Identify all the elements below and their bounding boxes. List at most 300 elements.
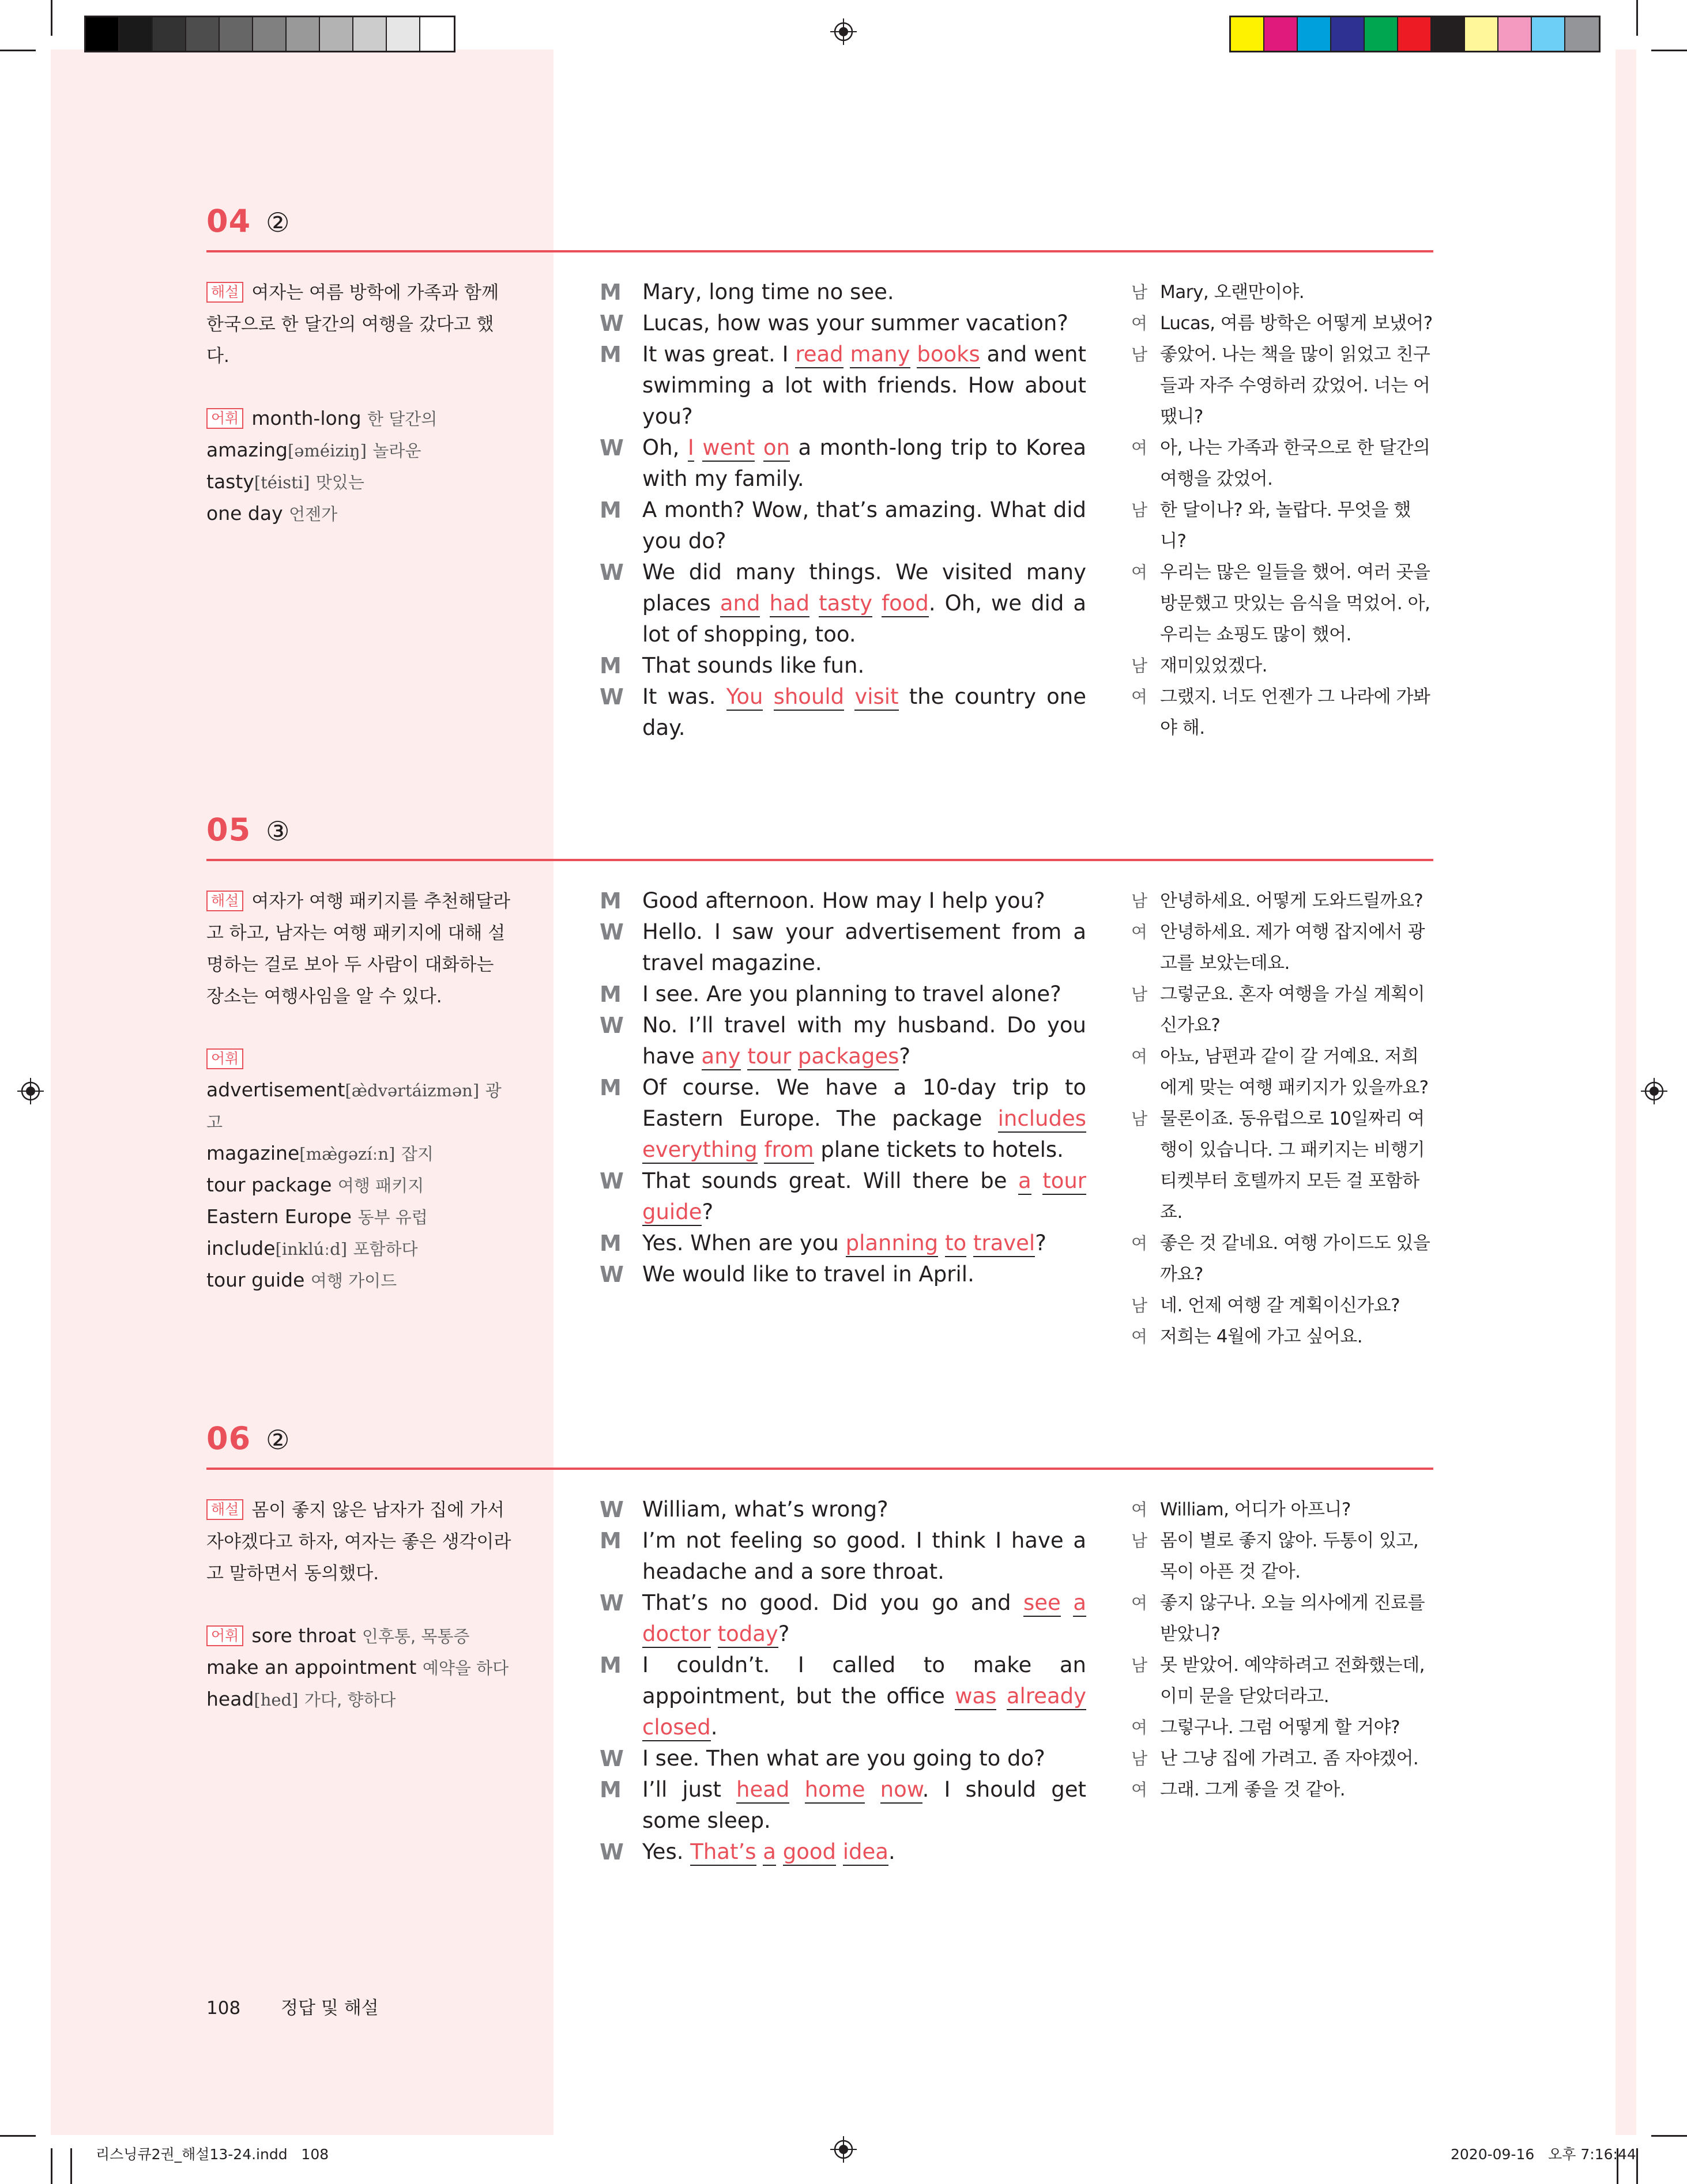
color-swatch — [220, 17, 253, 51]
vocab-tag: 어휘 — [206, 1625, 243, 1646]
dialogue-fragment: I see. Then what are you going to do? — [642, 1746, 1045, 1771]
explanation-text: 여자는 여름 방학에 가족과 함께 한국으로 한 달간의 여행을 갔다고 했다. — [206, 282, 499, 367]
speaker-label: W — [600, 1746, 624, 1771]
explanation-tag: 해설 — [206, 1499, 243, 1520]
blank-answer: packages — [798, 1044, 899, 1070]
dialogue-text — [642, 979, 1086, 1010]
speaker-label: M — [600, 982, 622, 1007]
vocab-pronunciation: [ӕ̀dvərtáizmən] — [345, 1081, 480, 1100]
translation-text: 우리는 많은 일들을 했어. 여러 곳을 방문했고 맛있는 음식을 먹었어. 아, 우리는 쇼핑도 많이 했어. — [1160, 562, 1430, 645]
registration-mark-icon — [830, 18, 857, 45]
speaker-label: W — [600, 1839, 624, 1865]
crop-mark — [1636, 0, 1638, 36]
dialogue-fragment: the country one day. — [642, 684, 1087, 740]
vocab-entry — [206, 1684, 512, 1715]
blank-answer: I — [688, 435, 694, 462]
dialogue-fragment — [694, 435, 703, 460]
translation-text: 그랬지. 너도 언젠가 그 나라에 가봐야 해. — [1160, 686, 1430, 738]
spacer — [206, 1012, 512, 1043]
speaker-label: 여 — [1131, 1047, 1147, 1066]
translation-text: 한 달이나? 와, 놀랍다. 무엇을 했니? — [1160, 500, 1411, 552]
dialogue-fragment: . — [710, 1715, 718, 1740]
dialogue-text — [642, 557, 1086, 650]
vocab-entry — [206, 403, 512, 435]
color-swatch — [1498, 17, 1532, 51]
translation-line — [1131, 1228, 1433, 1290]
question-number: 05 — [206, 812, 251, 848]
vocab-gloss: 포함하다 — [353, 1239, 418, 1259]
color-swatch — [1398, 17, 1432, 51]
translation-line — [1131, 557, 1433, 650]
color-swatch — [1432, 17, 1465, 51]
speaker-label: M — [600, 888, 622, 914]
vocab-word: magazine — [206, 1142, 300, 1164]
color-swatch — [86, 17, 119, 51]
translation-text: William, 어디가 아프니? — [1160, 1499, 1351, 1520]
color-swatch — [420, 17, 454, 51]
dialogue-fragment: It was great. I — [642, 342, 796, 367]
vocab-entry — [206, 1170, 512, 1201]
dialogue-text — [642, 495, 1086, 557]
dialogue-column — [600, 885, 1086, 1290]
blank-answer: head — [736, 1777, 789, 1804]
speaker-label: 남 — [1131, 1655, 1147, 1675]
translation-text: Lucas, 여름 방학은 어떻게 보냈어? — [1160, 313, 1433, 334]
dialogue-fragment: ? — [899, 1044, 911, 1069]
speaker-label: M — [600, 1653, 622, 1678]
dialogue-fragment — [843, 342, 850, 367]
dialogue-fragment: I’ll just — [642, 1777, 737, 1802]
section-divider — [206, 250, 1433, 252]
color-swatch — [1231, 17, 1264, 51]
dialogue-fragment — [760, 591, 769, 616]
dialogue-text — [642, 1165, 1086, 1228]
vocab-word: head — [206, 1688, 254, 1710]
translation-line — [1131, 1743, 1433, 1774]
blank-answer: books — [917, 342, 980, 368]
explanation — [206, 1494, 512, 1589]
translation-text: 좋지 않구나. 오늘 의사에게 진료를 받았니? — [1160, 1593, 1425, 1644]
translation-text: Mary, 오랜만이야. — [1160, 282, 1305, 303]
footer-section-title: 정답 및 해설 — [281, 1998, 379, 2019]
vocab-gloss: 인후통, 목통증 — [362, 1627, 470, 1646]
crop-mark — [51, 2148, 52, 2184]
translation-line — [1131, 1525, 1433, 1587]
translation-line — [1131, 1650, 1433, 1712]
vocab-entry — [206, 1652, 512, 1684]
translation-text: 그래. 그게 좋을 것 같아. — [1160, 1779, 1346, 1800]
vocab-pronunciation: [əméiziŋ] — [287, 441, 367, 461]
translation-line — [1131, 650, 1433, 681]
speaker-label: 남 — [1131, 500, 1147, 520]
color-swatch — [253, 17, 287, 51]
vocab-entry — [206, 1265, 512, 1296]
vocab-entry — [206, 435, 512, 466]
blank-answer: good — [783, 1839, 836, 1866]
speaker-label: 남 — [1131, 1531, 1147, 1551]
dialogue-fragment: I see. Are you planning to travel alone? — [642, 982, 1061, 1006]
dialogue-fragment — [755, 435, 763, 460]
translation-line — [1131, 1290, 1433, 1321]
dialogue-text — [642, 277, 1086, 308]
dialogue-fragment: plane tickets to hotels. — [814, 1137, 1064, 1162]
vocab-word: month-long — [251, 407, 362, 429]
speaker-label: W — [600, 1497, 624, 1522]
blank-answer: food — [882, 591, 929, 617]
explanation-text: 몸이 좋지 않은 남자가 집에 가서 자야겠다고 하자, 여자는 좋은 생각이라고 말하면서 동의했다. — [206, 1500, 511, 1584]
blank-answer: tour — [1042, 1168, 1086, 1195]
dialogue-fragment: Yes. When are you — [642, 1231, 846, 1255]
translation-column — [1131, 885, 1433, 1352]
speaker-label: W — [600, 684, 624, 710]
color-swatch — [153, 17, 186, 51]
blank-answer: a — [1073, 1590, 1086, 1617]
blank-answer: everything — [642, 1137, 758, 1164]
section-divider — [206, 859, 1433, 861]
translation-line — [1131, 432, 1433, 495]
vocab-gloss: 가다, 향하다 — [304, 1690, 396, 1710]
speaker-label: M — [600, 1231, 622, 1256]
translation-text: 물론이죠. 동유럽으로 10일짜리 여행이 있습니다. 그 패키지는 비행기 티켓부터 호텔까지 모든 걸 포함하죠. — [1160, 1108, 1425, 1223]
dialogue-text — [642, 1650, 1086, 1743]
vocab-tag: 어휘 — [206, 408, 243, 429]
dialogue-text — [642, 339, 1086, 432]
vocab-entry — [206, 498, 512, 530]
dialogue-fragment — [776, 1839, 783, 1864]
print-slug-filename: 리스닝큐2권_해설13-24.indd 108 — [96, 2146, 329, 2163]
speaker-label: M — [600, 497, 622, 523]
blank-answer: a — [763, 1839, 776, 1866]
speaker-label: 남 — [1131, 1749, 1147, 1768]
vocab-word: tasty — [206, 470, 254, 493]
dialogue-fragment — [966, 1231, 973, 1255]
registration-mark-icon — [17, 1078, 44, 1104]
spacer — [206, 1589, 512, 1620]
answer-mark: ③ — [266, 816, 290, 847]
dialogue-line — [600, 1525, 1086, 1587]
blank-answer: idea — [843, 1839, 888, 1866]
dialogue-fragment — [844, 684, 854, 709]
crop-mark — [51, 0, 52, 36]
blank-answer: now — [880, 1777, 922, 1804]
dialogue-text — [642, 432, 1086, 495]
dialogue-column — [600, 277, 1086, 744]
explanation-column — [206, 1494, 512, 1715]
blank-answer: a — [1018, 1168, 1031, 1195]
translation-text: 그렇구나. 그럼 어떻게 할 거야? — [1160, 1717, 1400, 1738]
vocab-gloss: 여행 가이드 — [310, 1271, 397, 1291]
dialogue-line — [600, 1494, 1086, 1525]
vocab-word: make an appointment — [206, 1656, 417, 1678]
color-swatch — [1331, 17, 1365, 51]
vocab-gloss: 맛있는 — [315, 473, 364, 492]
dialogue-fragment: and went swimming a lot with friends. How about you? — [642, 342, 1087, 429]
crop-mark — [0, 50, 36, 51]
dialogue-fragment: . — [888, 1839, 895, 1864]
translation-line — [1131, 1103, 1433, 1228]
dialogue-fragment: Hello. I saw your advertisement from a travel magazine. — [642, 919, 1086, 975]
translation-line — [1131, 1712, 1433, 1743]
blank-answer: already — [1007, 1684, 1086, 1710]
blank-answer: was — [955, 1684, 996, 1710]
blank-answer: read — [795, 342, 843, 368]
dialogue-fragment — [758, 1137, 765, 1162]
vocab-gloss: 광고 — [206, 1081, 502, 1132]
dialogue-fragment: I couldn’t. I called to make an appointment, but the office — [642, 1653, 1086, 1708]
dialogue-line — [600, 1072, 1086, 1165]
translation-text: 네. 언제 여행 갈 계획이신가요? — [1160, 1295, 1400, 1316]
dialogue-fragment — [865, 1777, 880, 1802]
dialogue-line — [600, 979, 1086, 1010]
translation-line — [1131, 339, 1433, 432]
blank-answer: closed — [642, 1715, 711, 1741]
dialogue-text — [642, 1010, 1086, 1072]
translation-text: 난 그냥 집에 가려고. 좀 자야겠어. — [1160, 1748, 1419, 1769]
dialogue-fragment: Good afternoon. How may I help you? — [642, 888, 1045, 913]
vocab-word: Eastern Europe — [206, 1205, 352, 1228]
speaker-label: 남 — [1131, 1296, 1147, 1315]
blank-answer: guide — [642, 1199, 702, 1226]
dialogue-line — [600, 432, 1086, 495]
vocab-word: amazing — [206, 439, 288, 461]
dialogue-text — [642, 916, 1086, 979]
speaker-label: W — [600, 1013, 624, 1038]
vocab-pronunciation: [hed] — [254, 1690, 299, 1710]
translation-text: 좋은 것 같네요. 여행 가이드도 있을까요? — [1160, 1233, 1430, 1285]
blank-answer: planning — [846, 1231, 939, 1257]
vocab-word: sore throat — [251, 1624, 356, 1647]
blank-answer: tasty — [819, 591, 872, 617]
speaker-label: 남 — [1131, 282, 1147, 302]
color-swatch — [1532, 17, 1565, 51]
translation-text: 안녕하세요. 어떻게 도와드릴까요? — [1160, 891, 1424, 911]
vocab-word: advertisement — [206, 1078, 345, 1101]
vocab-gloss: 잡지 — [401, 1144, 434, 1164]
color-swatch — [353, 17, 387, 51]
vocab-pronunciation: [mӕ̀gəzíːn] — [299, 1144, 396, 1164]
blank-answer: today — [718, 1621, 778, 1648]
registration-mark-icon — [830, 2136, 857, 2163]
dialogue-line — [600, 557, 1086, 650]
blank-answer: from — [764, 1137, 814, 1164]
translation-text: 몸이 별로 좋지 않아. 두통이 있고, 목이 아픈 것 같아. — [1160, 1530, 1419, 1582]
answer-mark: ② — [266, 1424, 290, 1455]
process-color-bar — [1229, 16, 1601, 52]
section-header — [206, 1420, 289, 1457]
dialogue-fragment: That sounds great. Will there be — [642, 1168, 1019, 1193]
page-footer — [206, 1993, 379, 2019]
translation-line — [1131, 916, 1433, 979]
dialogue-fragment: a month-long trip to Korea with my family. — [642, 435, 1087, 491]
translation-line — [1131, 1494, 1433, 1525]
speaker-label: 여 — [1131, 687, 1147, 707]
dialogue-fragment: We would like to travel in April. — [642, 1262, 974, 1287]
section-header — [206, 812, 289, 848]
dialogue-line — [600, 1010, 1086, 1072]
explanation-tag: 해설 — [206, 891, 243, 911]
speaker-label: 남 — [1131, 345, 1147, 364]
translation-text: 아뇨, 남편과 같이 갈 거예요. 저희에게 맞는 여행 패키지가 있을까요? — [1160, 1046, 1429, 1098]
speaker-label: 남 — [1131, 1109, 1147, 1129]
dialogue-text — [642, 1774, 1086, 1836]
dialogue-fragment — [791, 1044, 798, 1069]
vocab-entry — [206, 1201, 512, 1233]
dialogue-fragment: Of course. We have a 10-day trip to Eastern Europe. The package — [642, 1075, 1086, 1131]
speaker-label: 여 — [1131, 314, 1147, 333]
vocab-gloss: 동부 유럽 — [357, 1208, 428, 1227]
translation-line — [1131, 308, 1433, 339]
color-swatch — [1264, 17, 1298, 51]
blank-answer: to — [945, 1231, 966, 1257]
explanation — [206, 885, 512, 1012]
dialogue-fragment: ? — [702, 1199, 714, 1224]
dialogue-line — [600, 681, 1086, 744]
translation-text: 못 받았어. 예약하려고 전화했는데, 이미 문을 닫았더라고. — [1160, 1655, 1425, 1707]
explanation-tag: 해설 — [206, 282, 243, 303]
vocab-pronunciation: [téisti] — [254, 473, 310, 492]
speaker-label: W — [600, 435, 624, 461]
speaker-label: M — [600, 653, 622, 678]
answer-mark: ② — [266, 207, 290, 238]
dialogue-fragment: That’s no good. Did you go and — [642, 1590, 1023, 1615]
translation-text: 저희는 4월에 가고 싶어요. — [1160, 1326, 1363, 1347]
dialogue-fragment — [711, 1621, 718, 1646]
dialogue-fragment — [789, 1777, 804, 1802]
dialogue-fragment: It was. — [642, 684, 726, 709]
translation-line — [1131, 277, 1433, 308]
dialogue-fragment — [809, 591, 819, 616]
dialogue-line — [600, 650, 1086, 681]
dialogue-text — [642, 885, 1086, 916]
dialogue-line — [600, 277, 1086, 308]
blank-answer: travel — [973, 1231, 1035, 1257]
translation-column — [1131, 1494, 1433, 1805]
dialogue-fragment: William, what’s wrong? — [642, 1497, 888, 1522]
dialogue-text — [642, 1228, 1086, 1259]
translation-line — [1131, 1321, 1433, 1352]
dialogue-line — [600, 1774, 1086, 1836]
vocab-word: tour package — [206, 1174, 332, 1196]
vocab-gloss: 한 달간의 — [367, 409, 438, 429]
grayscale-color-bar — [84, 16, 455, 52]
translation-column — [1131, 277, 1433, 744]
dialogue-text — [642, 1072, 1086, 1165]
dialogue-line — [600, 1165, 1086, 1228]
question-number: 04 — [206, 203, 251, 239]
dialogue-fragment — [741, 1044, 748, 1069]
speaker-label: W — [600, 1168, 624, 1194]
blank-answer: That’s — [690, 1839, 756, 1866]
translation-line — [1131, 495, 1433, 557]
dialogue-text — [642, 1259, 1086, 1290]
dialogue-fragment — [872, 591, 882, 616]
speaker-label: M — [600, 342, 622, 367]
vocab-entry — [206, 1138, 512, 1170]
dialogue-text — [642, 650, 1086, 681]
speaker-label: W — [600, 919, 624, 945]
speaker-label: 여 — [1131, 1780, 1147, 1800]
blank-answer: should — [774, 684, 845, 711]
dialogue-line — [600, 1587, 1086, 1650]
speaker-label: W — [600, 1590, 624, 1616]
dialogue-line — [600, 1743, 1086, 1774]
crop-mark — [1651, 2135, 1687, 2137]
question-number: 06 — [206, 1420, 251, 1457]
translation-line — [1131, 1041, 1433, 1103]
dialogue-text — [642, 1587, 1086, 1650]
dialogue-fragment — [996, 1684, 1006, 1708]
speaker-label: M — [600, 1777, 622, 1802]
vocab-entry — [206, 1620, 512, 1652]
explanation — [206, 277, 512, 372]
speaker-label: 여 — [1131, 563, 1147, 582]
color-swatch — [1465, 17, 1498, 51]
dialogue-fragment: Yes. — [642, 1839, 691, 1864]
dialogue-fragment: That sounds like fun. — [642, 653, 865, 678]
vocab-gloss: 언젠가 — [289, 504, 338, 524]
blank-answer: tour — [747, 1044, 791, 1070]
dialogue-fragment: Mary, long time no see. — [642, 280, 894, 304]
speaker-label: 여 — [1131, 1500, 1147, 1519]
dialogue-text — [642, 1743, 1086, 1774]
blank-answer: many — [850, 342, 910, 368]
blank-answer: went — [702, 435, 755, 462]
color-swatch — [186, 17, 220, 51]
dialogue-fragment: Lucas, how was your summer vacation? — [642, 311, 1068, 335]
dialogue-fragment: . Oh, we did a lot of shopping, too. — [642, 591, 1087, 647]
speaker-label: 여 — [1131, 1234, 1147, 1253]
vocab-entry — [206, 466, 512, 498]
dialogue-line — [600, 1259, 1086, 1290]
crop-mark — [1636, 2148, 1638, 2184]
crop-mark — [70, 2148, 72, 2184]
dialogue-fragment: I’m not feeling so good. I think I have a headache and a sore throat. — [642, 1528, 1086, 1584]
blank-answer: includes — [998, 1106, 1086, 1133]
dialogue-fragment: ? — [778, 1621, 790, 1646]
speaker-label: M — [600, 280, 622, 305]
blank-answer: You — [726, 684, 763, 711]
color-swatch — [1298, 17, 1331, 51]
translation-line — [1131, 1587, 1433, 1650]
dialogue-fragment — [938, 1231, 945, 1255]
vocab-tag: 어휘 — [206, 1048, 243, 1069]
print-slug-date: 2020-09-16 오후 7:16:44 — [1451, 2146, 1636, 2163]
dialogue-fragment: ? — [1035, 1231, 1046, 1255]
explanation-column — [206, 277, 512, 530]
speaker-label: W — [600, 311, 624, 336]
dialogue-fragment: Oh, — [642, 435, 688, 460]
dialogue-fragment — [1061, 1590, 1074, 1615]
dialogue-text — [642, 1494, 1086, 1525]
translation-line — [1131, 681, 1433, 744]
dialogue-fragment — [836, 1839, 843, 1864]
speaker-label: 남 — [1131, 891, 1147, 911]
color-swatch — [287, 17, 320, 51]
dialogue-fragment — [1031, 1168, 1042, 1193]
dialogue-column — [600, 1494, 1086, 1868]
speaker-label: 여 — [1131, 1593, 1147, 1613]
color-swatch — [1365, 17, 1398, 51]
dialogue-fragment: . I should get some sleep. — [642, 1777, 1087, 1833]
registration-mark-icon — [1641, 1078, 1667, 1104]
blank-answer: doctor — [642, 1621, 711, 1648]
crop-mark — [0, 2135, 36, 2137]
right-bleed-background — [1616, 50, 1636, 2135]
vocab-word: one day — [206, 502, 283, 525]
dialogue-line — [600, 916, 1086, 979]
section-header — [206, 203, 289, 239]
blank-answer: and — [720, 591, 760, 617]
